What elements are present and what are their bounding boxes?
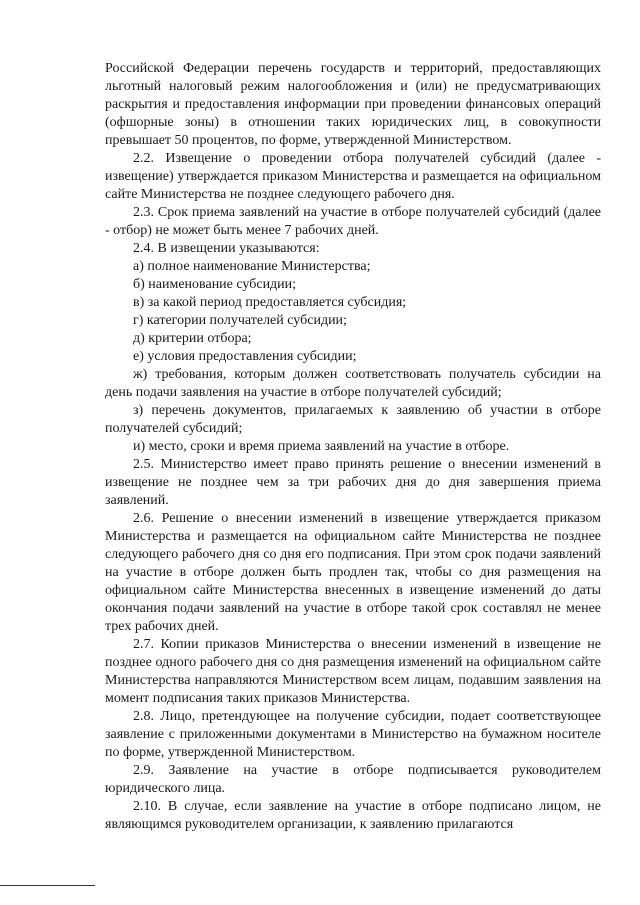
paragraph-2-2: 2.2. Извещение о проведении отбора получателей субсидий (далее - извещение) утверждается приказом Министерства и размещается на официальном сайте Министерства не позднее следующего рабочего дня. [105, 151, 601, 202]
list-item-b: б) наименование субсидии; [133, 277, 297, 292]
footer-rule [0, 885, 95, 886]
list-item-a: а) полное наименование Министерства; [133, 259, 371, 274]
list-item-v: в) за какой период предоставляется субсидия; [133, 295, 407, 310]
list-item-g: г) категории получателей субсидии; [133, 313, 347, 328]
paragraph-2-8: 2.8. Лицо, претендующее на получение субсидии, подает соответствующее заявление с приложенными документами в Министерство на бумажном носителе по форме, утвержденной Министерством. [105, 709, 601, 760]
paragraph-2-9: 2.9. Заявление на участие в отборе подписывается руководителем юридического лица. [105, 763, 601, 796]
document-page [105, 60, 601, 834]
paragraph-2-3: 2.3. Срок приема заявлений на участие в отборе получателей субсидий (далее - отбор) не может быть менее 7 рабочих дней. [105, 205, 601, 238]
paragraph-2-4: 2.4. В извещении указываются: [133, 241, 320, 256]
paragraph-2-10: 2.10. В случае, если заявление на участие в отборе подписано лицом, не являющимся руководителем организации, к заявлению прилагаются [105, 799, 601, 832]
list-item-zh: ж) требования, которым должен соответствовать получатель субсидии на день подачи заявления на участие в отборе получателей субсидий; [105, 367, 601, 400]
paragraph-2-7: 2.7. Копии приказов Министерства о внесении изменений в извещение не позднее одного рабочего дня со дня размещения изменений на официальном сайте Министерства направляются Министерством всем лицам, подавшим заявления на момент подписания таких приказов Министерства. [105, 637, 601, 706]
list-item-d: д) критерии отбора; [133, 331, 252, 346]
paragraph-2-6: 2.6. Решение о внесении изменений в извещение утверждается приказом Министерства и размещается на официальном сайте Министерства не позднее следующего рабочего дня со дня его подписания. При этом срок подачи заявлений на участие в отборе должен быть продлен так, чтобы со дня размещения на официальном сайте Министерства внесенных в извещение изменений до даты окончания подачи заявлений на участие в отборе такой срок составлял не менее трех рабочих дней. [105, 511, 601, 634]
paragraph-2-5: 2.5. Министерство имеет право принять решение о внесении изменений в извещение не позднее чем за три рабочих дня до дня завершения приема заявлений. [105, 457, 601, 508]
list-item-i: и) место, сроки и время приема заявлений на участие в отборе. [133, 439, 510, 454]
paragraph-continuation: Российской Федерации перечень государств и территорий, предоставляющих льготный налоговый режим налогообложения и (или) не предусматривающих раскрытия и предоставления информации при проведении финансовых операций (офшорные зоны) в отношении таких юридических лиц, в совокупности превышает 50 процентов, по форме, утвержденной Министерством. [105, 61, 601, 148]
list-item-e: е) условия предоставления субсидии; [133, 349, 357, 364]
list-item-z: з) перечень документов, прилагаемых к заявлению об участии в отборе получателей субсидий; [105, 403, 601, 436]
